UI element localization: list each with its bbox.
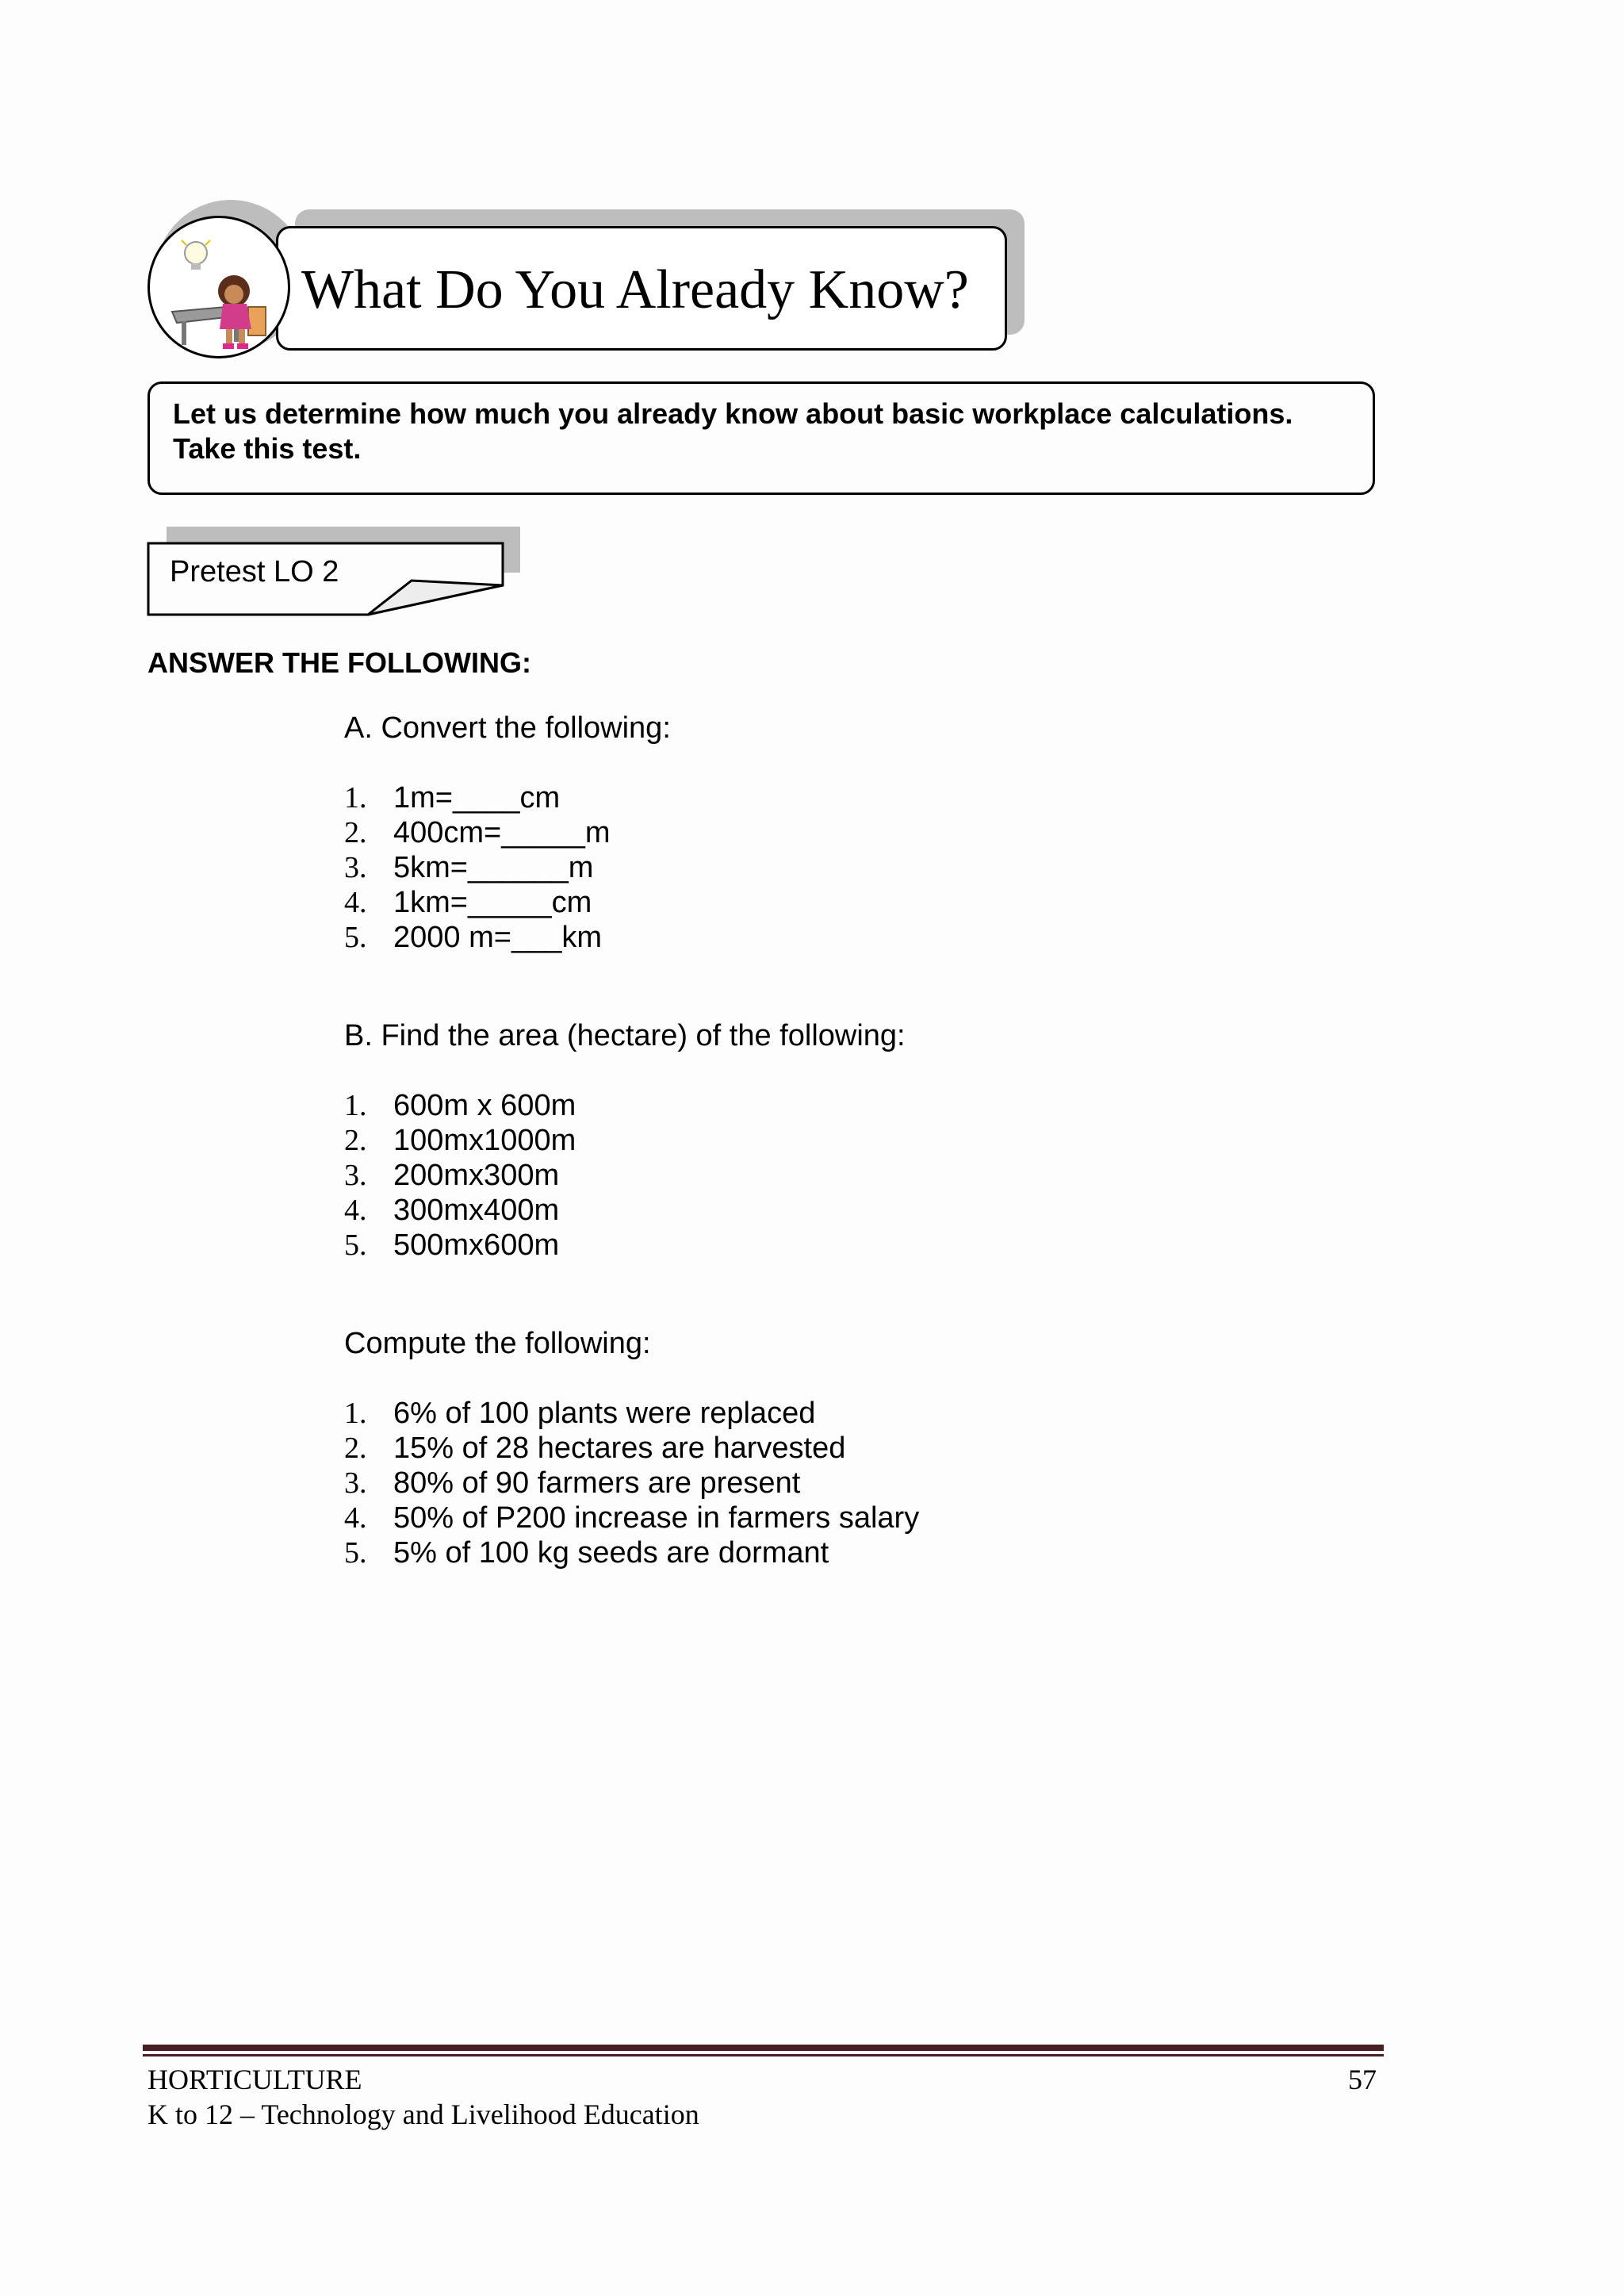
item-text: 50% of P200 increase in farmers salary <box>393 1501 920 1535</box>
item-number: 2. <box>344 1432 367 1465</box>
section-b-list <box>344 1088 1375 1263</box>
item-number: 4. <box>344 1194 367 1227</box>
item-text: 15% of 28 hectares are harvested <box>393 1432 846 1465</box>
list-item <box>344 885 1375 920</box>
item-text: 5% of 100 kg seeds are dormant <box>393 1536 829 1570</box>
list-item <box>344 1501 1375 1535</box>
item-text: 1m=____cm <box>393 781 561 815</box>
item-text: 600m x 600m <box>393 1089 576 1122</box>
list-item <box>344 1466 1375 1501</box>
item-text: 200mx300m <box>393 1159 560 1192</box>
page-number: 57 <box>1348 2064 1377 2095</box>
list-item <box>344 1158 1375 1193</box>
list-item <box>344 1193 1375 1228</box>
item-number: 4. <box>344 886 367 919</box>
item-number: 1. <box>344 1089 367 1122</box>
item-number: 3. <box>344 1466 367 1500</box>
list-item <box>344 1431 1375 1466</box>
list-item <box>344 815 1375 850</box>
list-item <box>344 1228 1375 1263</box>
item-number: 3. <box>344 1159 367 1192</box>
page-title: What Do You Already Know? <box>301 259 969 320</box>
footer-program: K to 12 – Technology and Livelihood Education <box>147 2099 699 2130</box>
list-item <box>344 850 1375 885</box>
item-text: 500mx600m <box>393 1228 560 1262</box>
section-c-list <box>344 1396 1375 1570</box>
footer-rule-thin <box>143 2054 1384 2056</box>
item-number: 4. <box>344 1501 367 1535</box>
list-item <box>344 780 1375 815</box>
item-text: 5km=______m <box>393 851 594 884</box>
list-item <box>344 1396 1375 1431</box>
item-number: 1. <box>344 1397 367 1430</box>
item-number: 5. <box>344 1536 367 1570</box>
item-number: 1. <box>344 781 367 815</box>
item-text: 1km=_____cm <box>393 886 592 919</box>
item-text: 400cm=_____m <box>393 816 611 849</box>
footer-subject: HORTICULTURE <box>147 2064 362 2095</box>
item-text: 6% of 100 plants were replaced <box>393 1397 816 1430</box>
item-number: 5. <box>344 1228 367 1262</box>
section-a-heading: A. Convert the following: <box>344 711 671 745</box>
list-item <box>344 1535 1375 1570</box>
item-text: 100mx1000m <box>393 1124 576 1157</box>
intro-text: Let us determine how much you already know about basic workplace calculations. Take this test. <box>173 397 1293 465</box>
footer-rule <box>143 2045 1384 2051</box>
item-text: 2000 m=___km <box>393 921 602 954</box>
item-number: 3. <box>344 851 367 884</box>
list-item <box>344 1123 1375 1158</box>
section-b-heading: B. Find the area (hectare) of the following: <box>344 1019 906 1052</box>
pretest-label: Pretest LO 2 <box>170 555 339 588</box>
item-number: 2. <box>344 816 367 849</box>
list-item <box>344 920 1375 955</box>
list-item <box>344 1088 1375 1123</box>
section-c-heading: Compute the following: <box>344 1327 651 1360</box>
instruction-heading: ANSWER THE FOLLOWING: <box>147 646 531 679</box>
item-number: 2. <box>344 1124 367 1157</box>
student-at-desk-icon <box>147 216 290 358</box>
item-text: 80% of 90 farmers are present <box>393 1466 801 1500</box>
item-text: 300mx400m <box>393 1194 560 1227</box>
item-number: 5. <box>344 921 367 954</box>
section-a-list <box>344 780 1375 955</box>
